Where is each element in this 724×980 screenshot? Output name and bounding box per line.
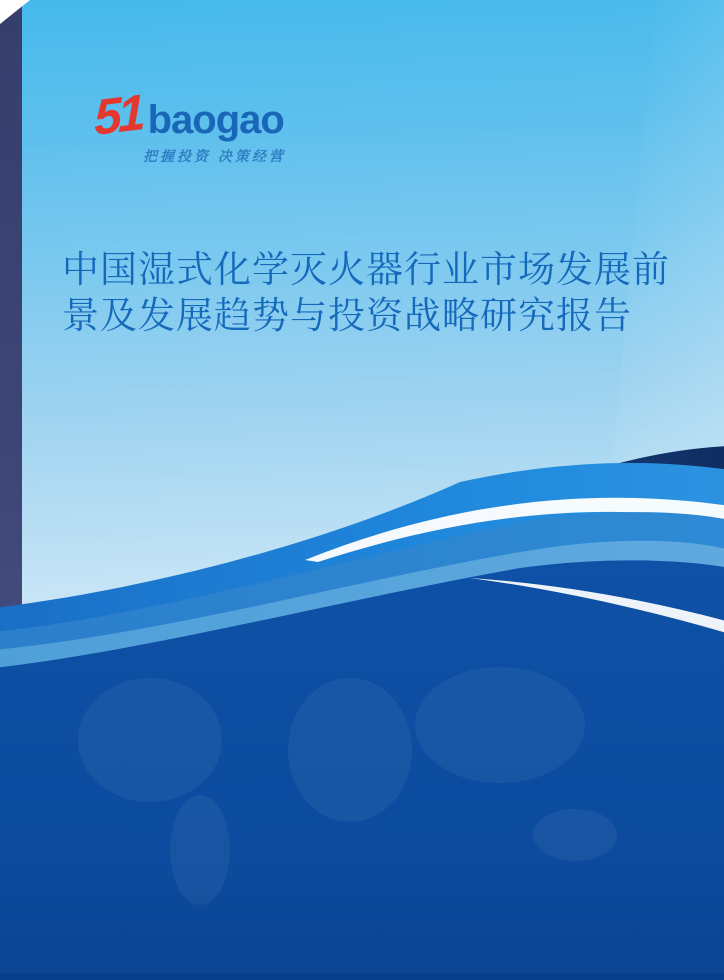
logo-51baogao (93, 83, 286, 164)
bottom-edge-shade (0, 973, 724, 980)
logo-wordmark (93, 83, 286, 147)
logo-tagline: 把握投资 决策经营 (143, 148, 286, 164)
logo-51-mark: 51 (93, 83, 142, 147)
wave-graphic (0, 420, 724, 980)
report-title-line2: 景及发展趋势与投资战略研究报告 (62, 295, 632, 336)
report-title (62, 247, 682, 339)
report-title-line1: 中国湿式化学灭火器行业市场发展前 (62, 249, 670, 290)
logo-name-text: baogao (147, 98, 284, 142)
